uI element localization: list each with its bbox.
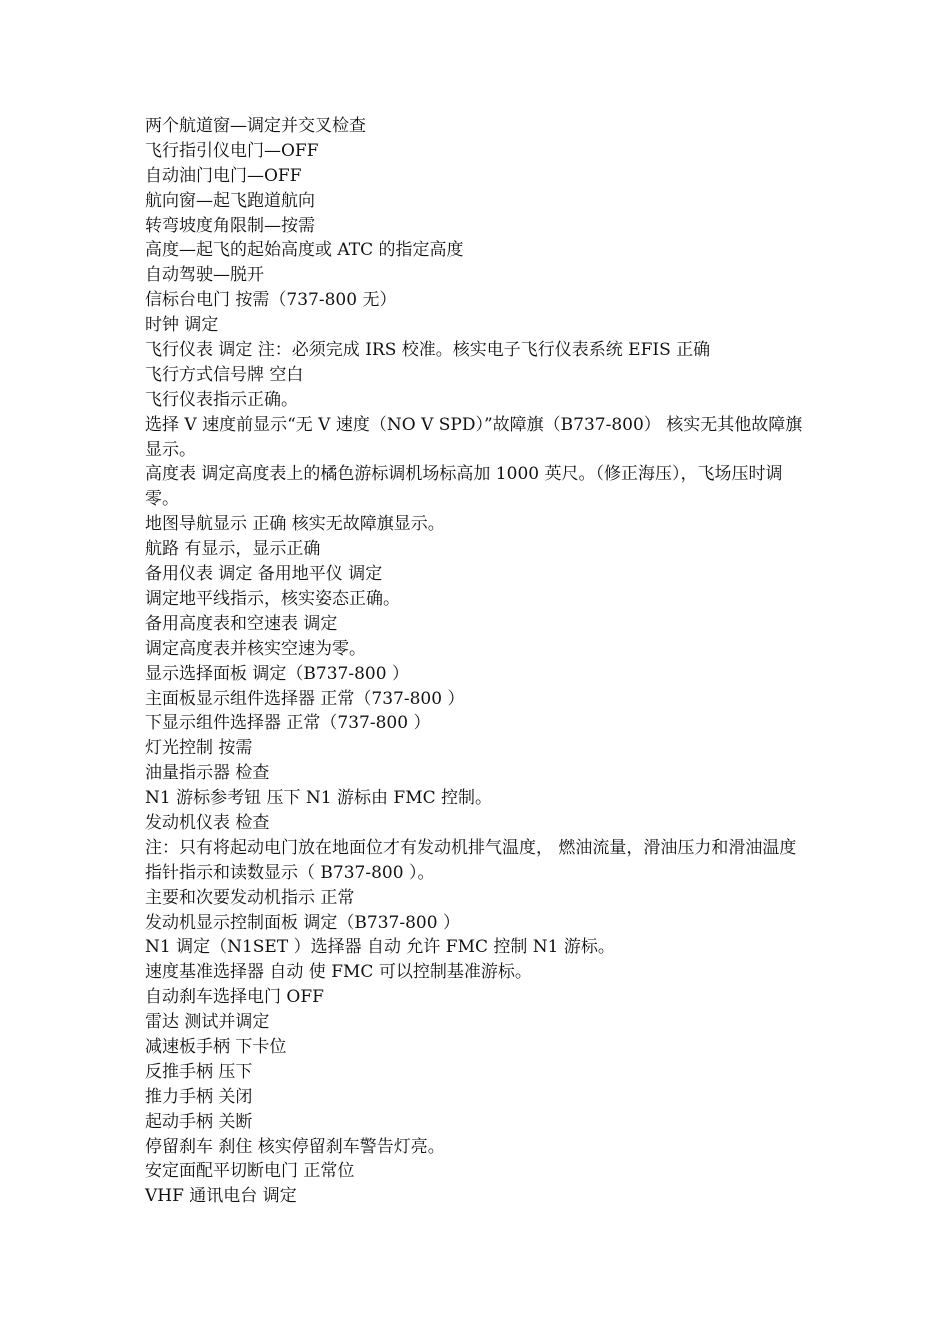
text-line: 油量指示器 检查	[145, 763, 270, 784]
text-line: 飞行仪表指示正确。	[145, 389, 298, 410]
text-line: 飞行指引仪电门—OFF	[145, 140, 319, 161]
text-line: 备用仪表 调定 备用地平仪 调定	[145, 564, 383, 585]
text-paragraph: 高度表 调定高度表上的橘色游标调机场标高加 1000 英尺。（修正海压），飞场压时调零。	[145, 464, 783, 510]
text-line: 主要和次要发动机指示 正常	[145, 887, 355, 908]
text-line: 安定面配平切断电门 正常位	[145, 1161, 355, 1182]
text-paragraph: 注：只有将起动电门放在地面位才有发动机排气温度， 燃油流量，滑油压力和滑油温度指针指示和读数显示（ B737-800 ）。	[145, 837, 797, 883]
text-line: 起动手柄 关断	[145, 1111, 253, 1132]
text-line: 显示选择面板 调定（B737-800 ）	[145, 663, 409, 684]
text-line: 高度—起飞的起始高度或 ATC 的指定高度	[145, 240, 464, 261]
text-line: 航向窗—起飞跑道航向	[145, 190, 315, 211]
text-line: 减速板手柄 下卡位	[145, 1037, 287, 1057]
text-line: 转弯坡度角限制—按需	[145, 215, 315, 236]
text-line: 自动刹车选择电门 OFF	[145, 987, 324, 1008]
text-line: 发动机仪表 检查	[145, 812, 270, 833]
text-line: 飞行仪表 调定 注：必须完成 IRS 校准。核实电子飞行仪表系统 EFIS 正确	[145, 340, 711, 361]
text-line: 速度基准选择器 自动 使 FMC 可以控制基准游标。	[145, 962, 532, 983]
text-line: VHF 通讯电台 调定	[145, 1186, 297, 1207]
text-line: 发动机显示控制面板 调定（B737-800 ）	[145, 912, 460, 933]
text-line: 地图导航显示 正确 核实无故障旗显示。	[145, 514, 445, 535]
text-line: 反推手柄 压下	[145, 1061, 253, 1082]
text-line: 停留刹车 刹住 核实停留刹车警告灯亮。	[145, 1136, 445, 1157]
text-line: 自动驾驶—脱开	[145, 265, 264, 286]
text-paragraph: 选择 V 速度前显示“无 V 速度（NO V SPD）”故障旗（B737-800） 核实无其他故障旗显示。	[145, 414, 803, 460]
checklist-text-block	[145, 114, 810, 1209]
text-line: 飞行方式信号牌 空白	[145, 364, 304, 385]
text-line: 下显示组件选择器 正常（737-800 ）	[145, 713, 431, 734]
text-line: N1 游标参考钮 压下 N1 游标由 FMC 控制。	[145, 788, 493, 809]
text-line: 两个航道窗—调定并交叉检查	[145, 116, 366, 136]
text-line: 备用高度表和空速表 调定	[145, 613, 338, 634]
text-line: 雷达 测试并调定	[145, 1012, 270, 1033]
text-line: 推力手柄 关闭	[145, 1086, 253, 1107]
text-line: N1 调定（N1SET ）选择器 自动 允许 FMC 控制 N1 游标。	[145, 937, 615, 958]
text-line: 灯光控制 按需	[145, 738, 253, 759]
text-line: 自动油门电门—OFF	[145, 165, 302, 186]
text-line: 时钟 调定	[145, 315, 219, 336]
text-line: 航路 有显示，显示正确	[145, 539, 321, 560]
text-line: 调定高度表并核实空速为零。	[145, 638, 366, 659]
text-line: 信标台电门 按需（737-800 无）	[145, 290, 397, 311]
text-line: 主面板显示组件选择器 正常（737-800 ）	[145, 688, 465, 709]
text-line: 调定地平线指示，核实姿态正确。	[145, 588, 400, 609]
